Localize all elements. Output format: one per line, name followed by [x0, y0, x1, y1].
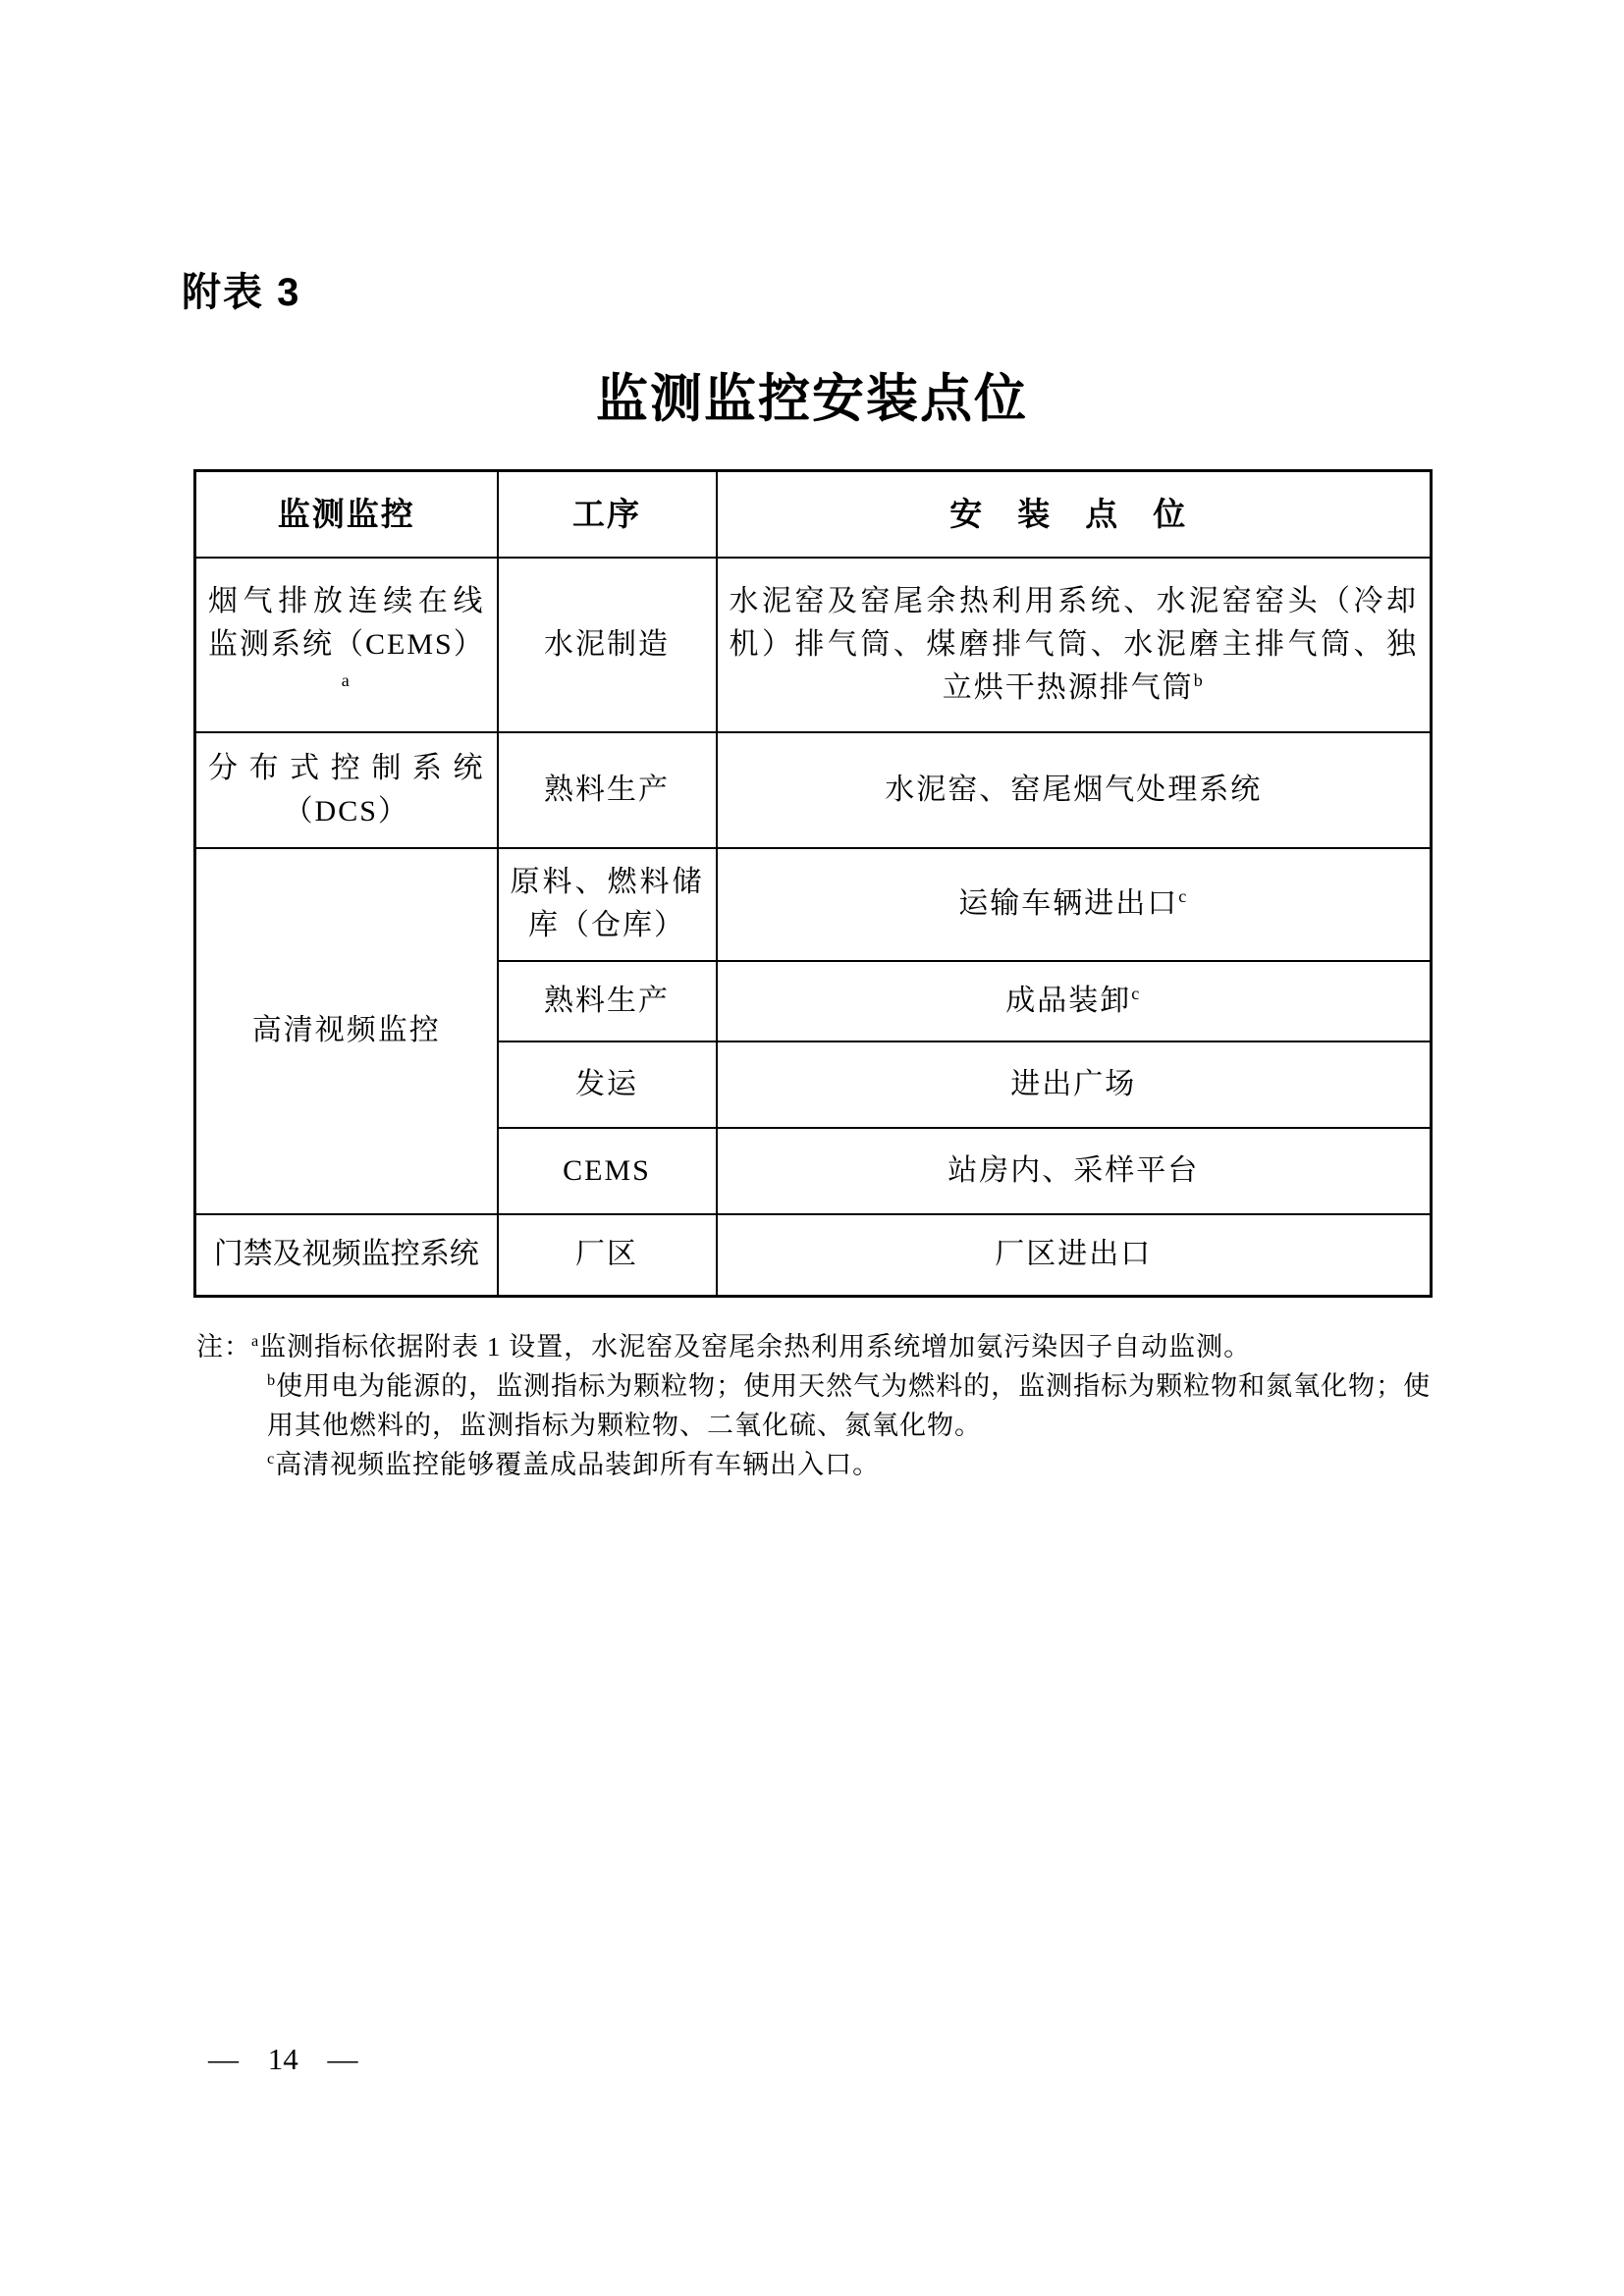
table-row-dcs: [195, 732, 1432, 848]
cell-location-vehicle-gates: [717, 848, 1432, 961]
cell-text: 水泥窑及窑尾余热利用系统、水泥窑窑头（冷却机）排气筒、煤磨排气筒、水泥磨主排气筒、独立烘干热源排气筒: [729, 584, 1418, 704]
cell-location-kiln: 水泥窑、窑尾烟气处理系统: [717, 732, 1432, 848]
cell-system-access-control: 门禁及视频监控系统: [195, 1214, 498, 1297]
superscript-b: b: [267, 1371, 277, 1389]
footnote-a: [196, 1327, 1435, 1366]
cell-location-stacks: [717, 558, 1432, 732]
page-title: 监测监控安装点位: [596, 370, 1028, 428]
cell-process-storage: 原料、燃料储库（仓库）: [498, 848, 717, 961]
superscript-c: c: [267, 1450, 276, 1468]
footnote-b: [196, 1366, 1435, 1445]
footnote-c: [196, 1445, 1435, 1484]
table-row-cems: [195, 558, 1432, 732]
cell-process-clinker2: 熟料生产: [498, 961, 717, 1041]
cell-process-clinker: 熟料生产: [498, 732, 717, 848]
page-number: — 14 —: [208, 2042, 358, 2076]
cell-text: 运输车辆进出口: [958, 887, 1179, 920]
superscript-c: c: [1178, 886, 1189, 906]
table-header-row: [195, 471, 1432, 558]
cell-location-plant-gates: 厂区进出口: [717, 1214, 1432, 1297]
col-header-process: 工序: [498, 471, 717, 558]
cell-location-loading: [717, 961, 1432, 1041]
table-row-video-storage: [195, 848, 1432, 961]
cell-system-hd-video: 高清视频监控: [195, 848, 498, 1214]
superscript-b: b: [1193, 669, 1205, 690]
cell-system-dcs: 分布式控制系统（DCS）: [195, 732, 498, 848]
cell-text: 烟气排放连续在线监测系统（CEMS）: [208, 584, 485, 661]
table-row-access-control: [195, 1214, 1432, 1297]
cell-location-plaza: 进出广场: [717, 1041, 1432, 1128]
note-text: 高清视频监控能够覆盖成品装卸所有车辆出入口。: [275, 1450, 881, 1479]
cell-system-cems: [195, 558, 498, 732]
superscript-c: c: [1131, 983, 1142, 1003]
superscript-a: a: [341, 669, 352, 690]
appendix-label: 附表 3: [182, 271, 301, 314]
note-prefix: 注：: [196, 1332, 251, 1362]
cell-location-station: 站房内、采样平台: [717, 1128, 1432, 1214]
cell-text: 成品装卸: [1005, 984, 1132, 1017]
note-text: 使用电为能源的，监测指标为颗粒物；使用天然气为燃料的，监测指标为颗粒物和氮氧化物；使用其他燃料的，监测指标为颗粒物、二氧化硫、氮氧化物。: [267, 1371, 1432, 1440]
col-header-monitoring: 监测监控: [195, 471, 498, 558]
cell-process-shipping: 发运: [498, 1041, 717, 1128]
superscript-a: a: [251, 1332, 260, 1350]
cell-process-cems: CEMS: [498, 1128, 717, 1214]
col-header-location: 安装点位: [717, 471, 1432, 558]
cell-process-plant: 厂区: [498, 1214, 717, 1297]
monitoring-table: [193, 469, 1433, 1298]
cell-process-cement-manufacturing: 水泥制造: [498, 558, 717, 732]
note-text: 监测指标依据附表 1 设置，水泥窑及窑尾余热利用系统增加氨污染因子自动监测。: [259, 1332, 1252, 1362]
footnotes: [196, 1327, 1435, 1484]
